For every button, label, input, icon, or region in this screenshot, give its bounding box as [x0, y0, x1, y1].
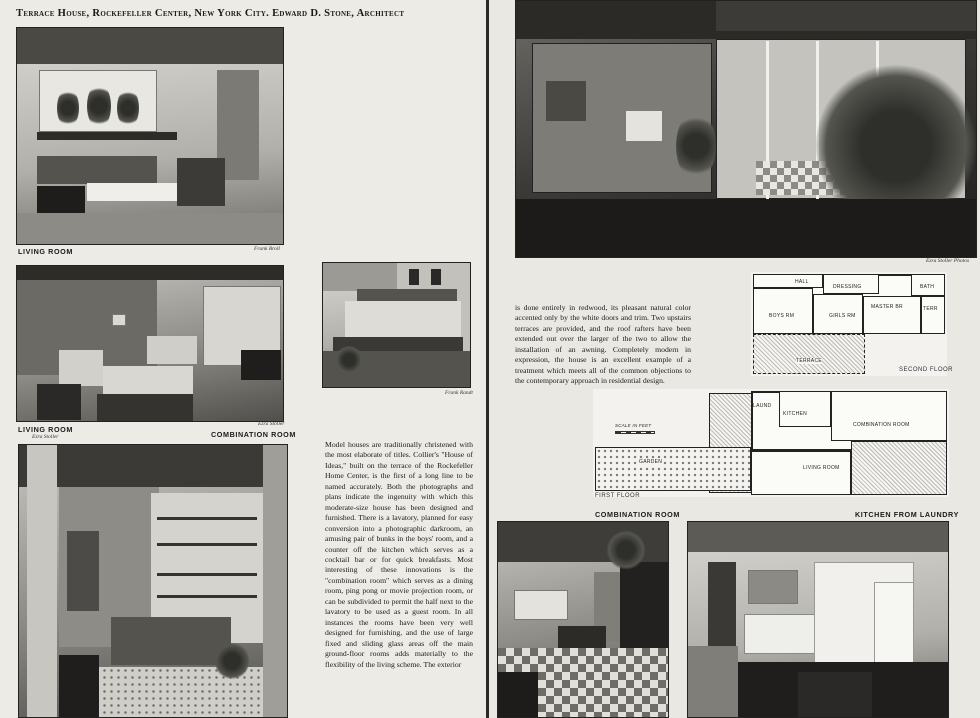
first-floor-plan	[593, 389, 949, 497]
first-floor-label: FIRST FLOOR	[595, 493, 641, 499]
plan-scale-label: SCALE IN FEET	[615, 423, 652, 428]
plan-girls-rm-label: GIRLS RM	[829, 313, 856, 319]
right-page	[489, 0, 980, 718]
terrace-view-photo	[515, 0, 977, 258]
left-page	[0, 0, 486, 718]
plan-terrace-label: TERRACE	[796, 358, 822, 364]
living-room-wide-photo	[16, 265, 284, 422]
kitchen-caption: KITCHEN FROM LAUNDRY	[855, 510, 959, 519]
kitchen-photo	[687, 521, 949, 718]
exterior-credit: Frank Randt	[445, 390, 473, 396]
combination-room-credit: Ezra Stoller	[258, 421, 285, 427]
plan-terr-label: TERR	[923, 306, 938, 312]
terrace-view-credit: Ezra Stoller Photos	[926, 258, 970, 264]
living-room-caption: LIVING ROOM	[18, 247, 73, 256]
plan-living-room-label: LIVING ROOM	[803, 465, 840, 471]
combination-room-caption: COMBINATION ROOM	[211, 430, 296, 439]
plan-scale-bar	[615, 431, 655, 434]
combination-room-2-caption: COMBINATION ROOM	[595, 510, 680, 519]
living-room-2-caption: LIVING ROOM	[18, 425, 73, 434]
plan-hall-label: HALL	[795, 279, 809, 285]
plan-dressing-label: DRESSING	[833, 284, 862, 290]
page-title: Terrace House, Rockefeller Center, New York City. Edward D. Stone, Architect	[16, 8, 405, 19]
combination-room-2-photo	[497, 521, 669, 718]
plan-laund-label: LAUND	[753, 403, 772, 409]
combination-room-photo	[18, 444, 288, 718]
plan-bath-label: BATH	[920, 284, 935, 290]
second-floor-label: SECOND FLOOR	[899, 367, 954, 373]
living-room-credit: Frank Broll	[254, 246, 280, 252]
plan-master-br-label: MASTER BR	[871, 304, 903, 310]
living-room-photo	[16, 27, 284, 245]
second-floor-plan	[751, 272, 947, 376]
exterior-photo	[322, 262, 471, 388]
plan-garden-label: GARDEN	[639, 459, 663, 465]
plan-combination-room-label: COMBINATION ROOM	[853, 422, 910, 428]
article-column-2: is done entirely in redwood, its pleasant natural color accented only by the white doors and trim. Two upstairs terraces are provided, and the roof rafters have been extended out over the larger of the two to allow the installation of an awning. Completely modern in expression, the house is an excellent example of a treatment which meets all of the common objections to the contemporary approach in residential design.	[515, 303, 691, 386]
plan-boys-rm-label: BOYS RM	[769, 313, 795, 319]
living-room-2-credit: Ezra Stoller	[32, 434, 59, 440]
plan-kitchen-label: KITCHEN	[783, 411, 808, 417]
article-column-1: Model houses are traditionally christened with the most elaborate of titles. Collier's "House of Ideas," built on the terrace of the Rockefeller Home Center, is the first of a long line to be named accurately. Both the photographs and plans indicate the ingenuity with which this moderate-size house has been designed and furnished. There is a lavatory, planned for easy conversion into a photographic darkroom, an amusing pair of bunks in the boys' room, and a counter off the kitchen which serves as a cocktail bar or for quick breakfasts. Most interesting of these innovations is the "combination room" which serves as a dining room, ping pong or movie projection room, or can be subdivided to permit the half next to the lavatory to be used as a guest room. In all instances the rooms have been very well designed for furnishing, and the use of large fixed and sliding glass areas off the main ground-floor rooms adds materially to the flexibility of the living scheme. The exterior	[325, 440, 473, 669]
